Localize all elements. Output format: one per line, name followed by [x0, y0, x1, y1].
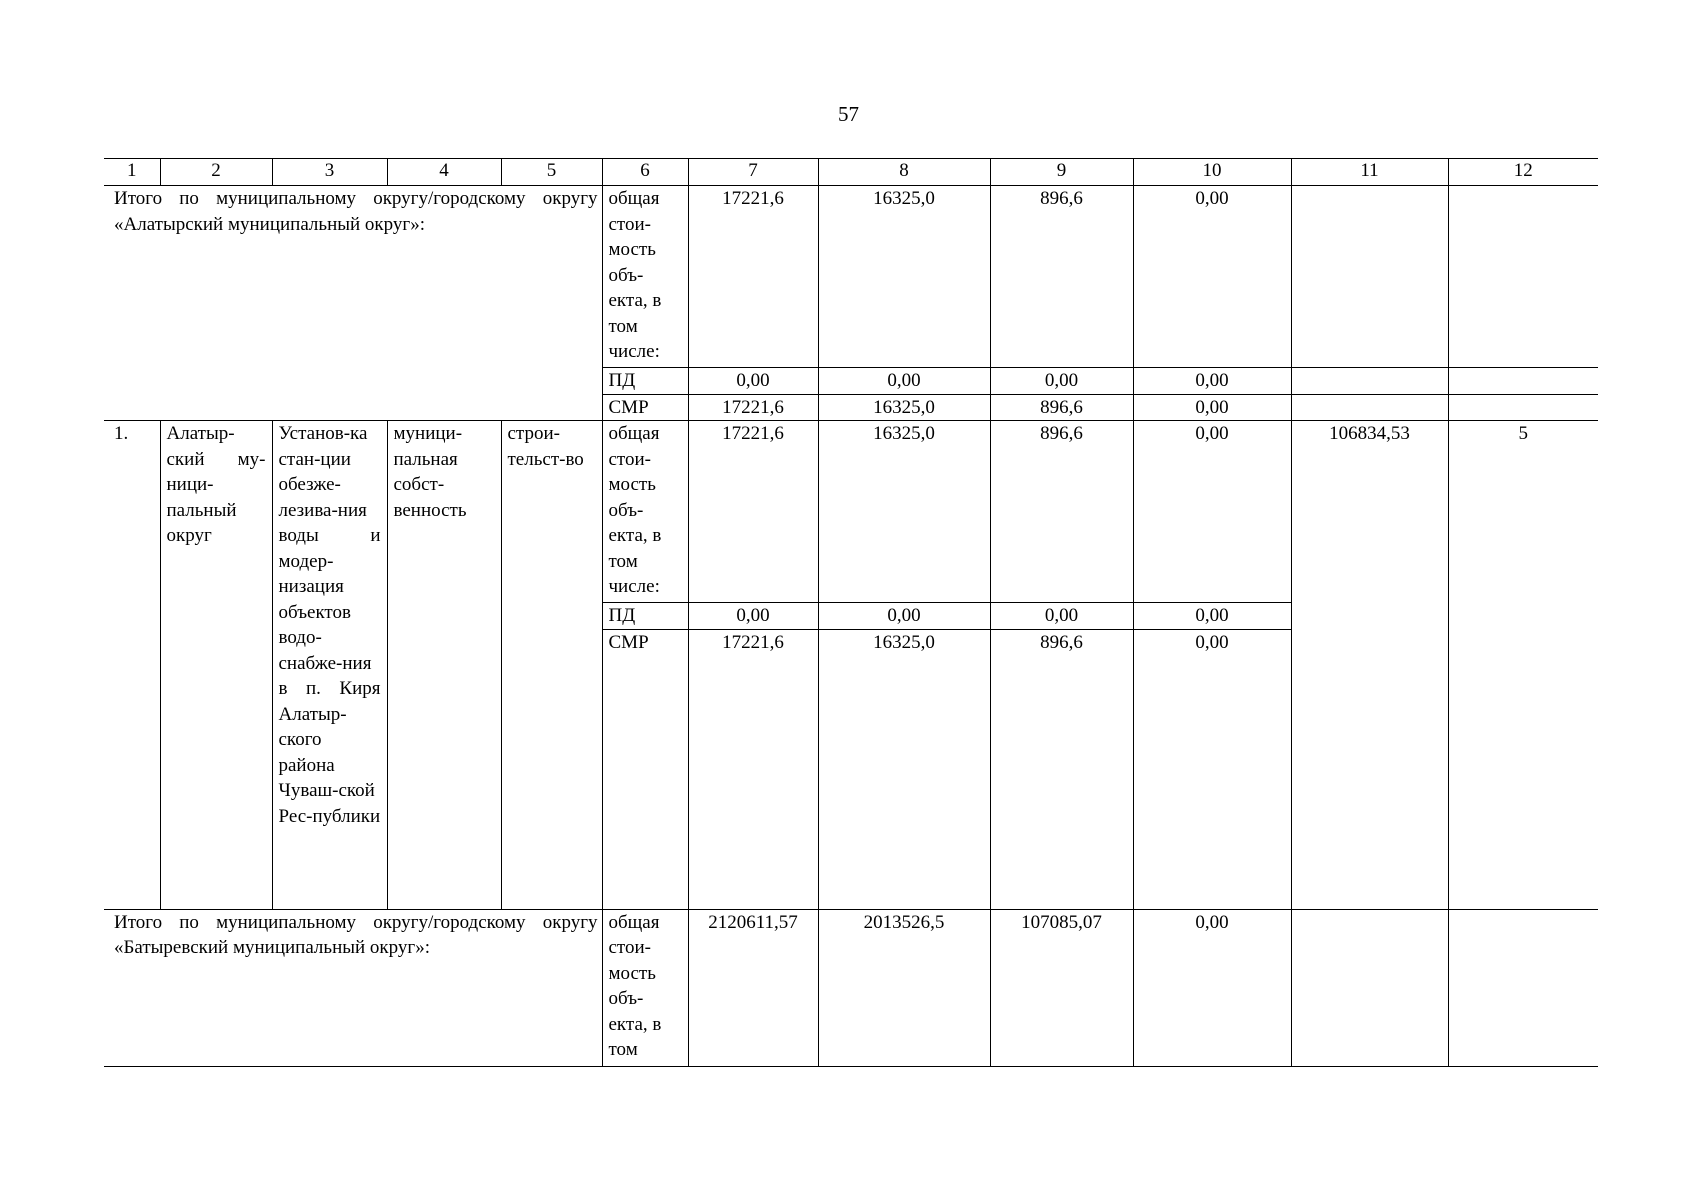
work-type-cell: строи-тельст-во: [501, 421, 602, 910]
group-total-label: Итого по муниципальному округу/городскому округу «Алатырский муниципальный округ»:: [104, 186, 602, 421]
estimated-cost-cell: 106834,53: [1291, 421, 1448, 910]
value-cell: 17221,6: [688, 186, 818, 368]
empty-cell: [1448, 186, 1598, 368]
page-number: 57: [838, 102, 859, 126]
column-header: 7: [688, 159, 818, 186]
column-header: 8: [818, 159, 990, 186]
value-cell: 0,00: [1133, 186, 1291, 368]
value-cell: 0,00: [1133, 603, 1291, 630]
value-cell: 16325,0: [818, 421, 990, 603]
value-cell: 0,00: [990, 368, 1133, 395]
capacity-cell: 5: [1448, 421, 1598, 910]
column-number-row: [104, 159, 1598, 186]
column-header: 12: [1448, 159, 1598, 186]
cost-type-cell: общая стои-мость объ-екта, в том числе:: [602, 186, 688, 368]
value-cell: 896,6: [990, 629, 1133, 909]
construction-objects-table: [104, 158, 1598, 1067]
cost-type-cell: общая стои-мость объ-екта, в том: [602, 909, 688, 1066]
table-row: [104, 421, 1598, 603]
value-cell: 0,00: [1133, 421, 1291, 603]
value-cell: 17221,6: [688, 394, 818, 421]
item-number: 1.: [104, 421, 160, 910]
column-header: 6: [602, 159, 688, 186]
value-cell: 896,6: [990, 394, 1133, 421]
column-header: 3: [272, 159, 387, 186]
cost-type-cell: ПД: [602, 603, 688, 630]
value-cell: 0,00: [1133, 368, 1291, 395]
empty-cell: [1291, 368, 1448, 395]
column-header: 11: [1291, 159, 1448, 186]
empty-cell: [1448, 368, 1598, 395]
cost-type-cell: ПД: [602, 368, 688, 395]
object-name-cell: Установ-ка стан-ции обезже-лезива-ния воды и модер-низация объектов водо-снабже-ния в п. Киря Алатыр-ского района Чуваш-ской Рес-публики: [272, 421, 387, 910]
group-total-label: Итого по муниципальному округу/городскому округу «Батыревский муниципальный округ»:: [104, 909, 602, 1066]
value-cell: 0,00: [818, 603, 990, 630]
column-header: 5: [501, 159, 602, 186]
value-cell: 0,00: [818, 368, 990, 395]
table-row: [104, 909, 1598, 1066]
value-cell: 2013526,5: [818, 909, 990, 1066]
value-cell: 0,00: [990, 603, 1133, 630]
column-header: 2: [160, 159, 272, 186]
cost-type-cell: СМР: [602, 394, 688, 421]
value-cell: 17221,6: [688, 629, 818, 909]
empty-cell: [1448, 909, 1598, 1066]
empty-cell: [1291, 909, 1448, 1066]
empty-cell: [1448, 394, 1598, 421]
municipality-cell: Алатыр-ский му-ници-пальный округ: [160, 421, 272, 910]
empty-cell: [1291, 186, 1448, 368]
column-header: 1: [104, 159, 160, 186]
value-cell: 16325,0: [818, 629, 990, 909]
column-header: 4: [387, 159, 501, 186]
value-cell: 0,00: [1133, 629, 1291, 909]
ownership-cell: муници-пальная собст-венность: [387, 421, 501, 910]
value-cell: 0,00: [688, 603, 818, 630]
column-header: 10: [1133, 159, 1291, 186]
cost-type-cell: СМР: [602, 629, 688, 909]
table-row: [104, 186, 1598, 368]
value-cell: 107085,07: [990, 909, 1133, 1066]
value-cell: 896,6: [990, 186, 1133, 368]
value-cell: 896,6: [990, 421, 1133, 603]
empty-cell: [1291, 394, 1448, 421]
value-cell: 16325,0: [818, 394, 990, 421]
value-cell: 0,00: [1133, 909, 1291, 1066]
value-cell: 17221,6: [688, 421, 818, 603]
value-cell: 0,00: [1133, 394, 1291, 421]
value-cell: 2120611,57: [688, 909, 818, 1066]
value-cell: 0,00: [688, 368, 818, 395]
value-cell: 16325,0: [818, 186, 990, 368]
cost-type-cell: общая стои-мость объ-екта, в том числе:: [602, 421, 688, 603]
column-header: 9: [990, 159, 1133, 186]
